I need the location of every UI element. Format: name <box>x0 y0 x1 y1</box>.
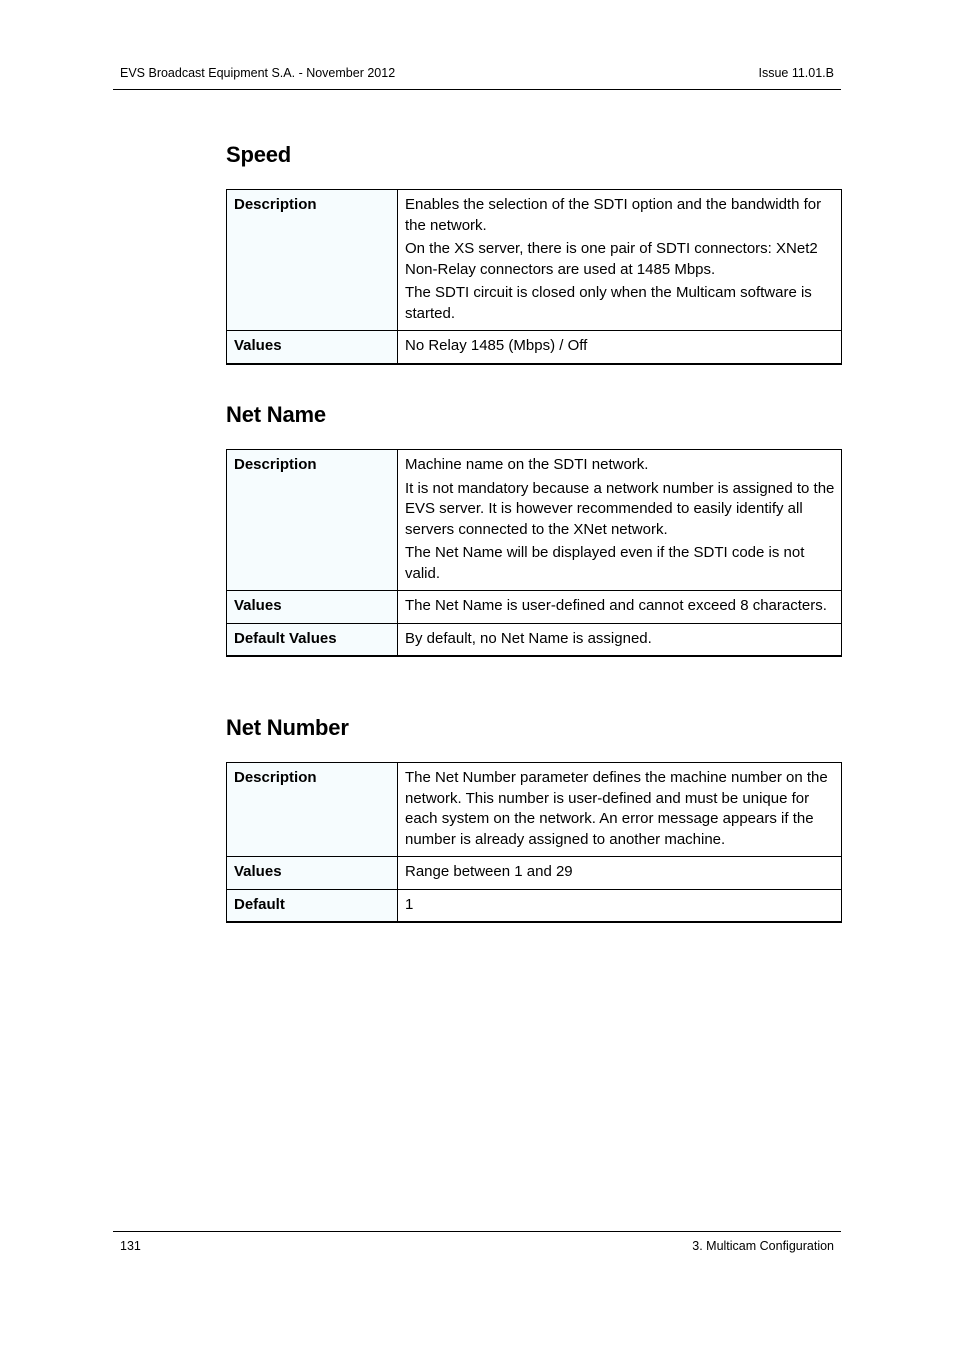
table-row <box>227 331 842 364</box>
row-key: Default Values <box>227 623 398 656</box>
section-title-net-number: Net Number <box>226 715 349 740</box>
paragraph: The Net Name is user-defined and cannot exceed 8 characters. <box>405 597 827 614</box>
row-key: Values <box>227 591 398 624</box>
table-row <box>227 763 842 857</box>
row-key: Values <box>227 857 398 890</box>
row-key: Description <box>227 763 398 857</box>
row-value <box>398 763 842 857</box>
speed-table <box>226 189 842 365</box>
header-issue: Issue 11.01.B <box>758 66 834 80</box>
paragraph: It is not mandatory because a network number is assigned to the EVS server. It is however recommended to easily identify all servers connected to the XNet network. <box>405 479 835 538</box>
net-name-table <box>226 449 842 657</box>
table-row <box>227 591 842 624</box>
row-key: Default <box>227 889 398 922</box>
paragraph: Machine name on the SDTI network. <box>405 456 649 473</box>
section-title-speed: Speed <box>226 142 292 167</box>
paragraph: The Net Number parameter defines the machine number on the network. This number is user-defined and must be unique for each system on the network. An error message appears if the number is already assigned to another machine. <box>405 769 828 848</box>
paragraph: By default, no Net Name is assigned. <box>405 629 652 647</box>
table-row <box>227 623 842 656</box>
header-publisher: EVS Broadcast Equipment S.A. - November 2012 <box>120 66 396 80</box>
table-row <box>227 190 842 331</box>
paragraph: The SDTI circuit is closed only when the Multicam software is started. <box>405 284 812 322</box>
table-row <box>227 450 842 591</box>
paragraph: Enables the selection of the SDTI option and the bandwidth for the network. <box>405 196 822 234</box>
row-key: Description <box>227 190 398 331</box>
paragraph: Range between 1 and 29 <box>405 863 573 880</box>
page-footer <box>113 1231 841 1261</box>
page-number: 131 <box>120 1239 141 1253</box>
table-row <box>227 889 842 922</box>
page-header <box>113 60 841 90</box>
net-number-table <box>226 762 842 923</box>
paragraph: The Net Name will be displayed even if the SDTI code is not valid. <box>405 544 805 582</box>
row-value <box>398 889 842 922</box>
table-row <box>227 857 842 890</box>
paragraph: No Relay 1485 (Mbps) / Off <box>405 337 588 354</box>
paragraph: 1 <box>405 895 414 913</box>
row-value <box>398 450 842 591</box>
row-value <box>398 591 842 624</box>
paragraph: On the XS server, there is one pair of SDTI connectors: XNet2 Non-Relay connectors are used at 1485 Mbps. <box>405 240 818 278</box>
row-key: Description <box>227 450 398 591</box>
row-value <box>398 331 842 364</box>
row-value <box>398 190 842 331</box>
footer-chapter: 3. Multicam Configuration <box>692 1239 834 1253</box>
section-title-net-name: Net Name <box>226 402 326 427</box>
row-value <box>398 623 842 656</box>
row-value <box>398 857 842 890</box>
row-key: Values <box>227 331 398 364</box>
